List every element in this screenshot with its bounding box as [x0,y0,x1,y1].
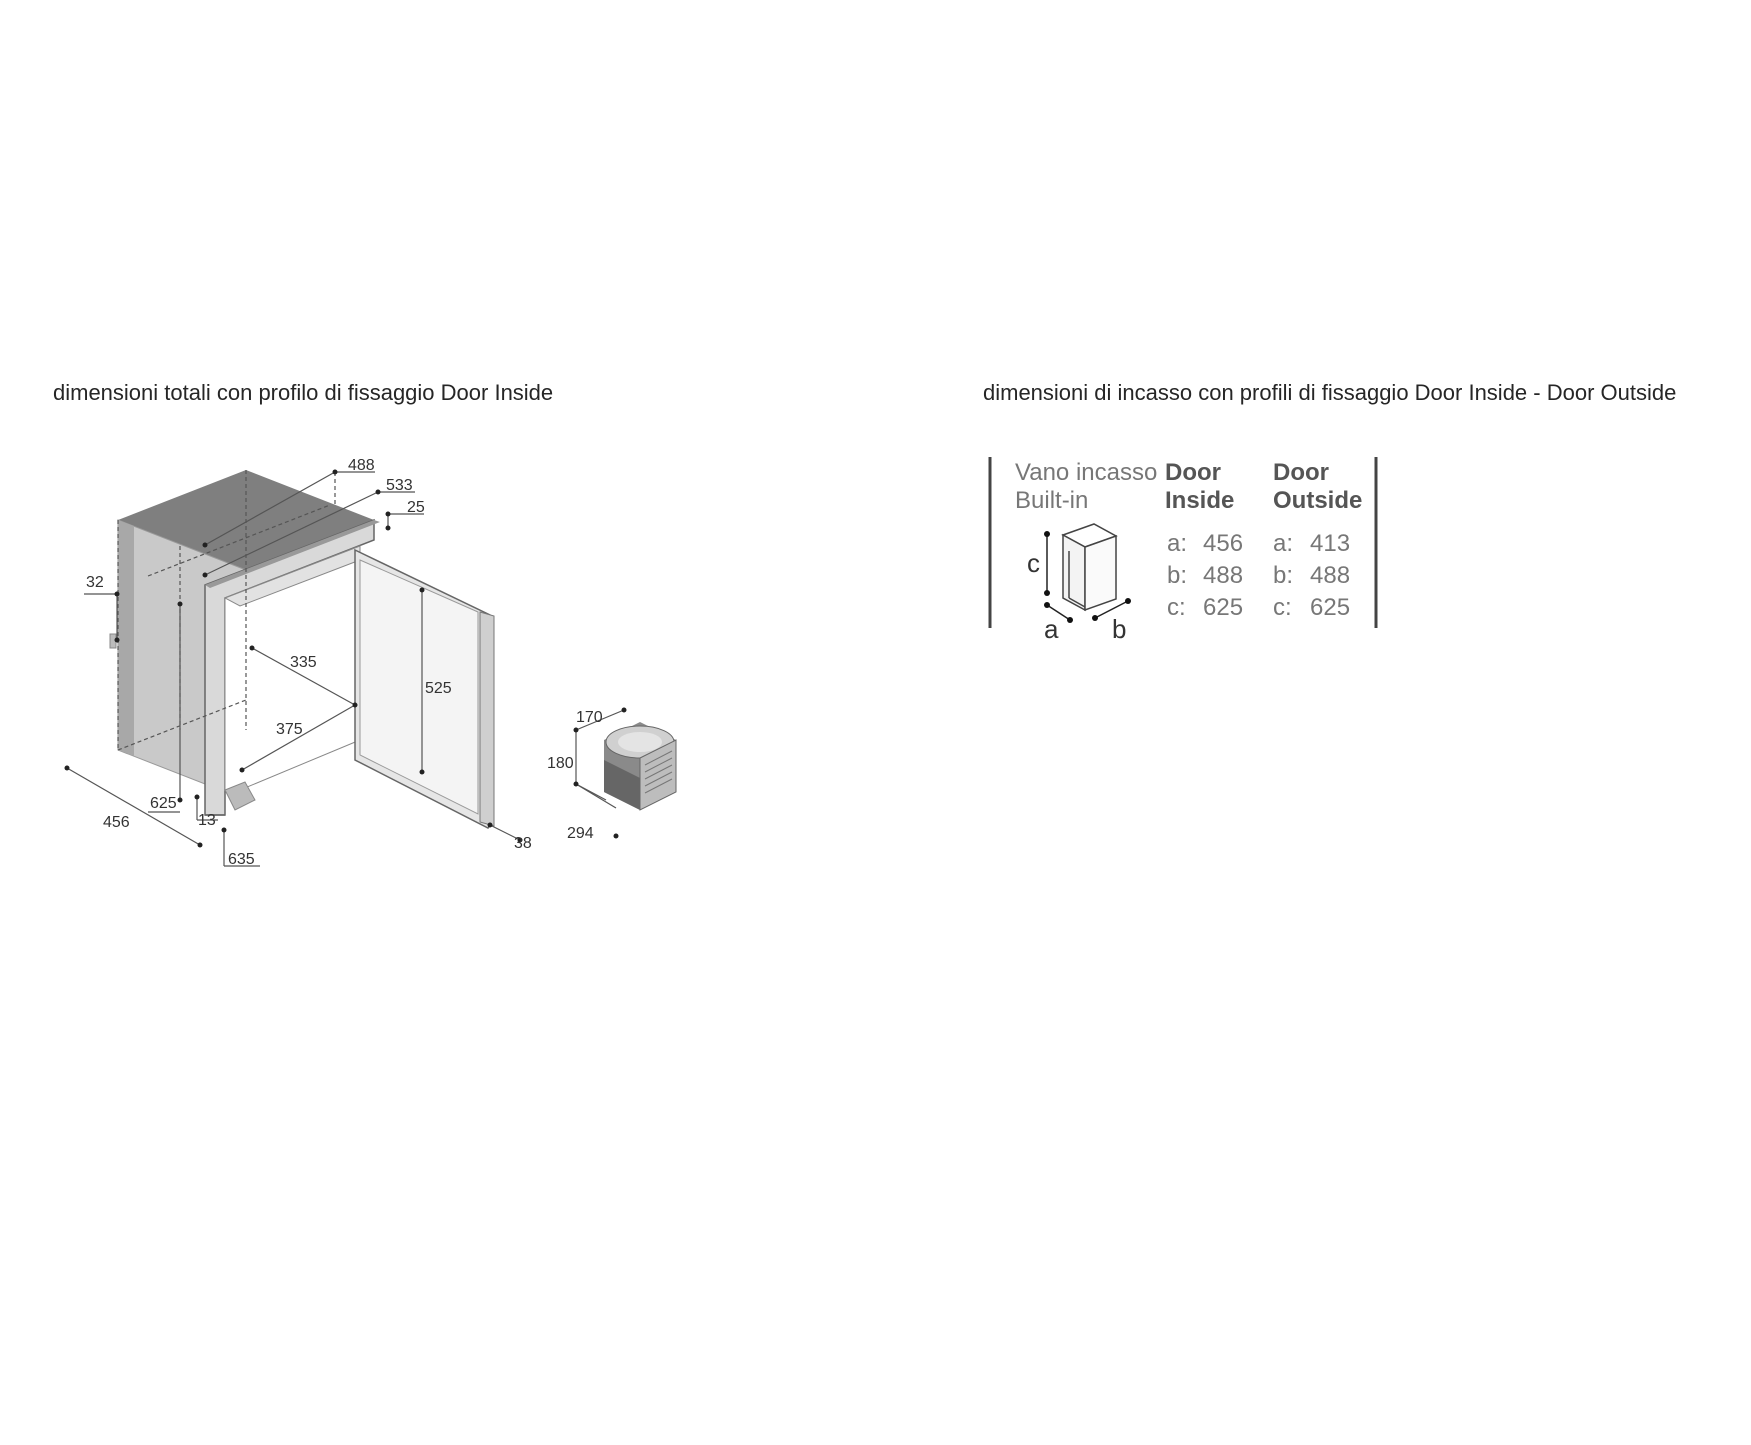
row-b-key-inside: b: [1167,562,1188,589]
dim-label-335: 335 [290,654,317,671]
table-label-line1: Vano incasso [1015,459,1158,486]
row-a-key-outside: a: [1273,530,1294,557]
col-door-inside-line1: Door [1165,459,1221,486]
dim-label-180: 180 [547,755,574,772]
axis-label-a: a [1044,614,1059,644]
col-door-outside-line2: Outside [1273,487,1363,514]
col-door-inside-line2: Inside [1165,487,1235,514]
col-door-outside-line1: Door [1273,459,1329,486]
dim-label-294: 294 [567,825,594,842]
dim-label-625: 625 [150,795,177,812]
row-c-outside: 625 [1310,594,1351,621]
dim-label-38: 38 [514,835,532,852]
table-label-line2: Built-in [1015,487,1089,514]
axis-label-c: c [1027,548,1040,578]
row-a-outside: 413 [1310,530,1351,557]
dim-label-456: 456 [103,814,130,831]
dim-label-635: 635 [228,851,255,868]
right-section-heading: dimensioni di incasso con profili di fissaggio Door Inside - Door Outside [983,380,1677,405]
builtin-box-icon [1063,524,1116,610]
dim-label-25: 25 [407,499,425,516]
axis-label-b: b [1112,614,1127,644]
dim-label-525: 525 [425,680,452,697]
left-section-heading: dimensioni totali con profilo di fissaggio Door Inside [53,380,554,405]
row-a-inside: 456 [1203,530,1244,557]
row-b-key-outside: b: [1273,562,1294,589]
row-a-key-inside: a: [1167,530,1188,557]
dim-label-533: 533 [386,477,413,494]
dim-label-13: 13 [198,812,216,829]
dim-label-32: 32 [86,574,104,591]
dim-label-375: 375 [276,721,303,738]
dim-label-488: 488 [348,457,375,474]
dim-label-170: 170 [576,709,603,726]
row-c-key-outside: c: [1273,594,1292,621]
row-b-outside: 488 [1310,562,1351,589]
row-b-inside: 488 [1203,562,1244,589]
row-c-key-inside: c: [1167,594,1186,621]
row-c-inside: 625 [1203,594,1244,621]
